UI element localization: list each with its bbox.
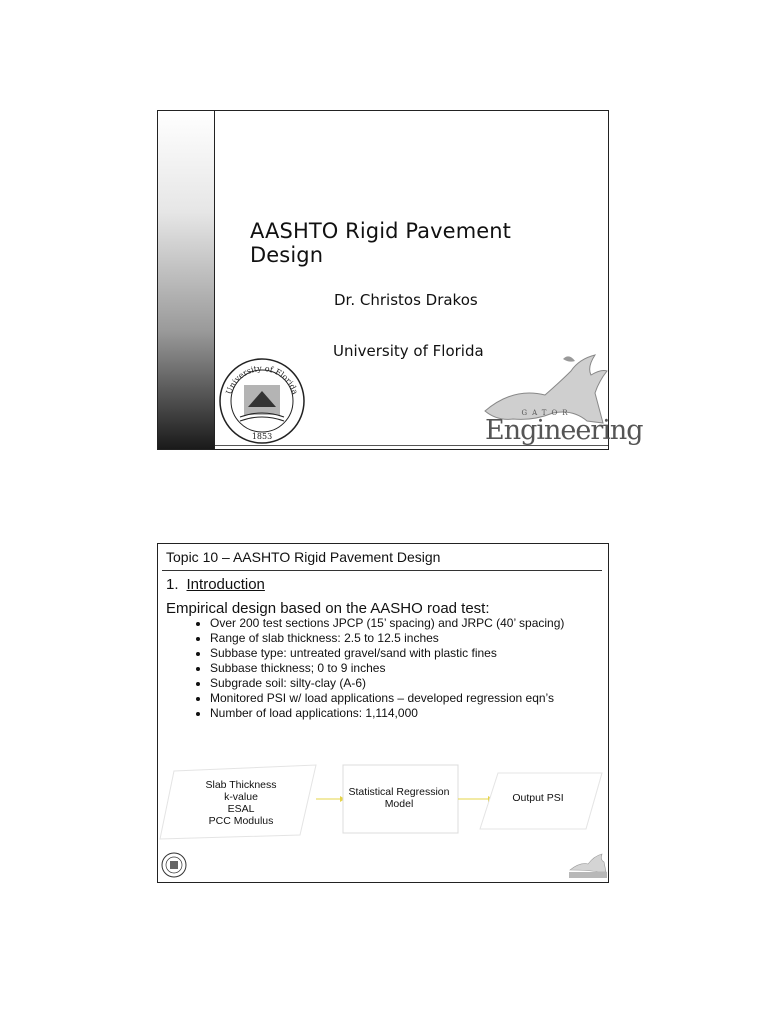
seal-text: University of Florida <box>224 363 300 396</box>
output-label: Output PSI <box>512 792 564 804</box>
list-item: • Monitored PSI w/ load applications – developed regression eqn’s <box>210 691 564 706</box>
bullet-list <box>188 616 564 721</box>
list-item: • Range of slab thickness: 2.5 to 12.5 inches <box>210 631 564 646</box>
gradient-sidebar <box>158 111 215 449</box>
model-line-2: Model <box>384 798 414 810</box>
bottom-divider <box>215 445 608 446</box>
gator-engineering-logo-icon <box>483 351 643 446</box>
inputs-label <box>186 779 296 827</box>
input-slab-thickness: Slab Thickness <box>205 779 277 791</box>
header-divider <box>162 570 602 571</box>
model-label <box>344 786 454 810</box>
seal-year: 1853 <box>251 432 273 441</box>
lead-text: Empirical design based on the AASHO road test: <box>166 600 490 617</box>
logo-small-text: GATOR <box>521 409 573 417</box>
input-esal: ESAL <box>227 803 255 815</box>
list-item: • Number of load applications: 1,114,000 <box>210 706 564 721</box>
author-name: Dr. Christos Drakos <box>334 291 478 309</box>
slide-title: AASHTO Rigid Pavement Design <box>250 219 512 267</box>
flow-diagram <box>158 759 610 859</box>
slide-header: Topic 10 – AASHTO Rigid Pavement Design <box>166 549 441 565</box>
list-item: • Subgrade soil: silty-clay (A-6) <box>210 676 564 691</box>
model-line-1: Statistical Regression <box>348 786 450 798</box>
title-slide <box>157 110 643 450</box>
section-title: Introduction <box>186 576 265 593</box>
input-k-value: k-value <box>224 791 258 803</box>
section-heading <box>166 576 265 593</box>
list-item: • Subbase thickness; 0 to 9 inches <box>210 661 564 676</box>
small-seal-icon <box>161 852 187 878</box>
small-gator-logo-icon <box>568 850 608 880</box>
input-pcc-modulus: PCC Modulus <box>208 815 274 827</box>
content-slide <box>157 543 609 883</box>
list-item: • Over 200 test sections JPCP (15’ spacing) and JRPC (40’ spacing) <box>210 616 564 631</box>
list-item: • Subbase type: untreated gravel/sand with plastic fines <box>210 646 564 661</box>
university-name: University of Florida <box>333 342 484 360</box>
logo-word: Engineering <box>485 415 643 446</box>
section-number: 1. <box>166 576 179 593</box>
university-seal-icon <box>218 357 306 445</box>
